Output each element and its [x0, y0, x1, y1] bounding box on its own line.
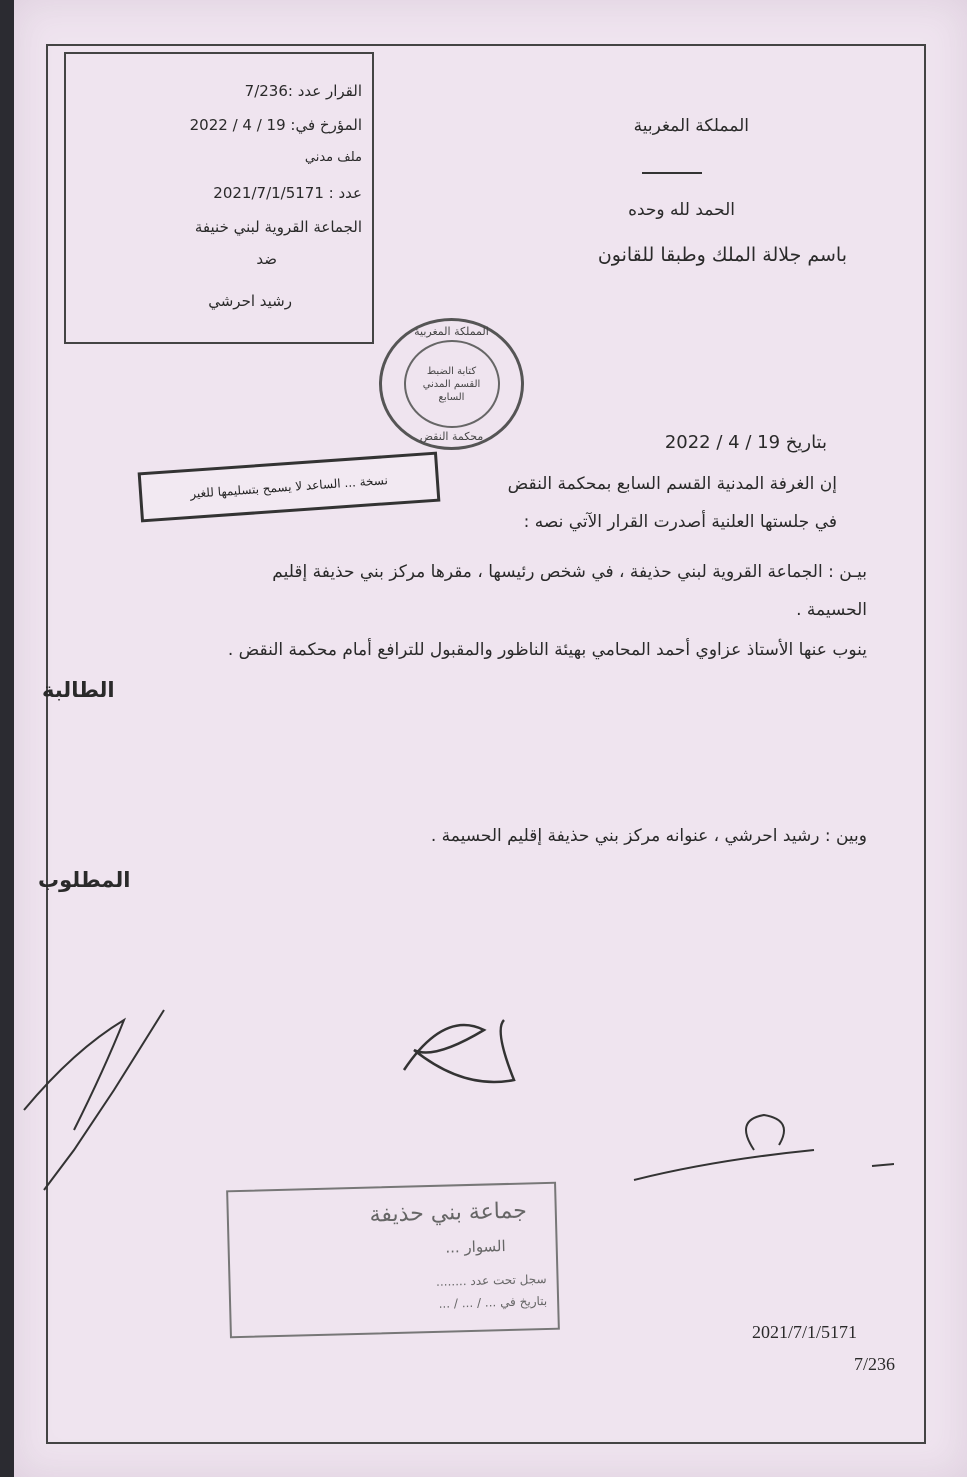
body-line-4: الحسيمة . [796, 600, 867, 620]
heading-divider [642, 172, 702, 174]
date-line: بتاريخ 19 / 4 / 2022 [664, 432, 827, 453]
body-line-6: وبين : رشيد احرشي ، عنوانه مركز بني حذيفة إقليم الحسيمة . [430, 826, 867, 846]
copy-stamp-text: نسخة ... الساعد لا يسمح بتسليمها للغير [189, 473, 389, 501]
document-page [14, 0, 967, 1477]
seal-line: كتابة الضبط [426, 365, 477, 377]
commune-stamp-reg: سجل تحت عدد ........ [435, 1271, 547, 1289]
file-type: ملف مدني [304, 150, 362, 165]
seal-center [404, 340, 500, 428]
signature-stroke [634, 1150, 814, 1180]
party-two: رشيد احرشي [208, 292, 292, 310]
commune-stamp-title: جماعة بني حذيفة [369, 1198, 528, 1228]
body-line-3: بيـن : الجماعة القروية لبني حذيفة ، في شخص رئيسها ، مقرها مركز بني حذيفة إقليم [272, 562, 867, 582]
file-number: عدد : 2021/7/1/5171 [213, 184, 362, 202]
body-line-2: في جلستها العلنية أصدرت القرار الآتي نصه : [523, 512, 837, 532]
signature-stroke [746, 1115, 784, 1150]
seal-ring-top: المملكة المغربية [414, 325, 489, 338]
commune-stamp-sub: السوار ... [445, 1237, 506, 1257]
decision-date: المؤرخ في: 19 / 4 / 2022 [189, 116, 362, 134]
praise-line: الحمد لله وحده [628, 200, 735, 220]
footer-decision-ref: 7/236 [854, 1354, 896, 1374]
body-line-1: إن الغرفة المدنية القسم السابع بمحكمة النقض [507, 474, 837, 494]
against-label: ضد [256, 250, 277, 268]
royal-invocation: باسم جلالة الملك وطبقا للقانون [597, 244, 847, 266]
signature-stroke [872, 1164, 894, 1166]
footer-file-ref: 2021/7/1/5171 [752, 1322, 858, 1342]
seal-line: القسم المدني [422, 378, 481, 390]
court-seal [379, 318, 524, 450]
kingdom-title: المملكة المغربية [633, 116, 749, 136]
commune-stamp [226, 1182, 560, 1339]
seal-line: السابع [438, 391, 465, 403]
respondent-label: المطلوب [38, 868, 131, 892]
signature-stroke [24, 1020, 124, 1130]
signature-stroke [44, 1010, 164, 1190]
party-one: الجماعة القروية لبني خنيفة [194, 218, 362, 236]
decision-number: القرار عدد :7/236 [244, 82, 362, 100]
body-line-5: ينوب عنها الأستاذ عزاوي أحمد المحامي بهيئة الناظور والمقبول للترافع أمام محكمة النقض . [227, 640, 867, 660]
seal-ring-bottom: محكمة النقض [419, 430, 484, 443]
petitioner-label: الطالبة [42, 678, 115, 702]
case-info-box [64, 52, 374, 344]
commune-stamp-date: بتاريخ في ... / ... / ... [438, 1293, 548, 1311]
signature-stroke [404, 1020, 514, 1082]
